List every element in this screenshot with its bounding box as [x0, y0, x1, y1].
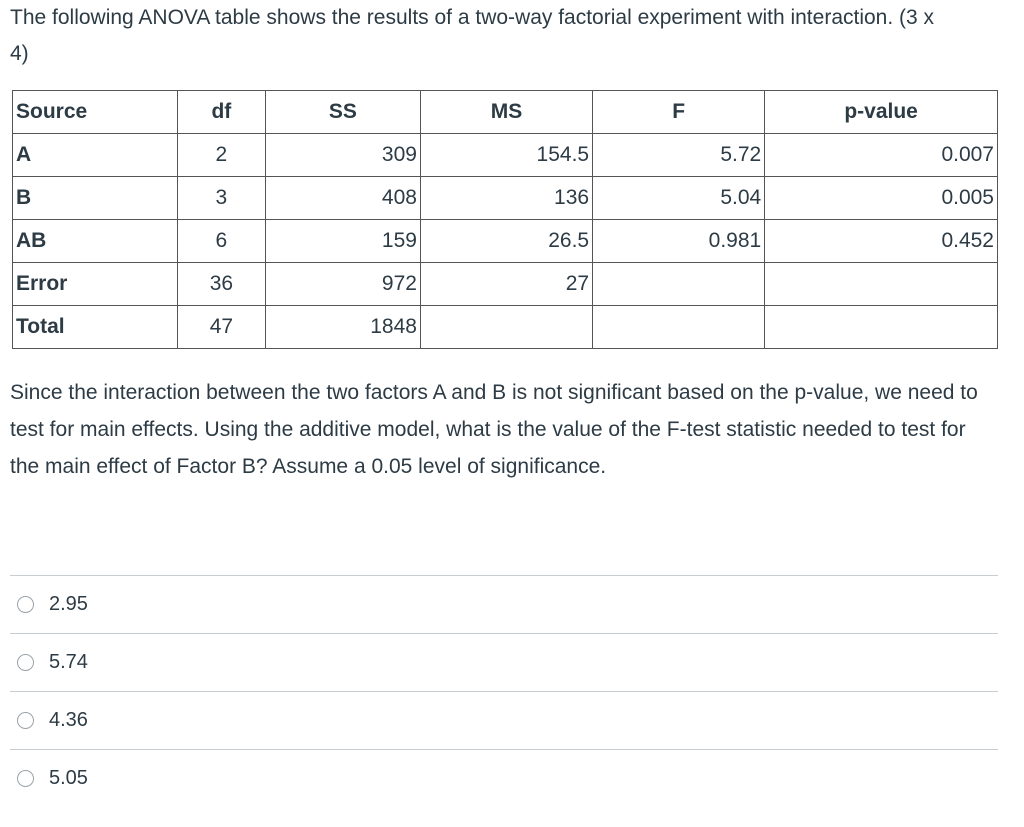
df-cell: 3 — [178, 177, 266, 220]
column-header-ms: MS — [420, 91, 592, 134]
source-cell: A — [13, 134, 178, 177]
f-cell: 5.04 — [593, 177, 765, 220]
ms-cell — [420, 306, 592, 349]
ss-cell: 309 — [265, 134, 420, 177]
answer-list — [10, 575, 998, 807]
f-cell — [593, 263, 765, 306]
answer-label: 2.95 — [49, 593, 88, 615]
anova-table — [12, 90, 998, 349]
p-value-cell: 0.005 — [765, 177, 998, 220]
table-row — [13, 306, 998, 349]
ss-cell: 159 — [265, 220, 420, 263]
answer-option[interactable] — [10, 749, 998, 807]
table-row — [13, 134, 998, 177]
column-header-source: Source — [13, 91, 178, 134]
source-cell: Total — [13, 306, 178, 349]
table-row — [13, 177, 998, 220]
answer-option[interactable] — [10, 575, 998, 633]
ss-cell: 972 — [265, 263, 420, 306]
answer-label: 4.36 — [49, 709, 88, 731]
radio-button[interactable] — [17, 712, 34, 729]
ss-cell: 1848 — [265, 306, 420, 349]
column-header-f: F — [593, 91, 765, 134]
table-header-row — [13, 91, 998, 134]
df-cell: 36 — [178, 263, 266, 306]
radio-button[interactable] — [17, 654, 34, 671]
df-cell: 2 — [178, 134, 266, 177]
ms-cell: 26.5 — [420, 220, 592, 263]
ss-cell: 408 — [265, 177, 420, 220]
f-cell: 5.72 — [593, 134, 765, 177]
df-cell: 6 — [178, 220, 266, 263]
radio-button[interactable] — [17, 770, 34, 787]
p-value-cell: 0.452 — [765, 220, 998, 263]
table-row — [13, 220, 998, 263]
source-cell: AB — [13, 220, 178, 263]
p-value-cell — [765, 263, 998, 306]
p-value-cell: 0.007 — [765, 134, 998, 177]
column-header-p-value: p-value — [765, 91, 998, 134]
answer-label: 5.05 — [49, 767, 88, 789]
f-cell — [593, 306, 765, 349]
column-header-df: df — [178, 91, 266, 134]
ms-cell: 27 — [420, 263, 592, 306]
answer-option[interactable] — [10, 691, 998, 749]
question-body: Since the interaction between the two factors A and B is not significant based on the p-value, we need to test for main effects. Using the additive model, what is the value of the F-test statistic needed to test for the main effect of Factor B? Assume a 0.05 level of significance. — [10, 381, 978, 478]
ms-cell: 136 — [420, 177, 592, 220]
question-block — [10, 0, 1010, 72]
answer-label: 5.74 — [49, 651, 88, 673]
source-cell: Error — [13, 263, 178, 306]
column-header-ss: SS — [265, 91, 420, 134]
f-cell: 0.981 — [593, 220, 765, 263]
answer-option[interactable] — [10, 633, 998, 691]
question-intro: The following ANOVA table shows the results of a two-way factorial experiment with interaction. (3 x 4) — [10, 6, 935, 65]
df-cell: 47 — [178, 306, 266, 349]
p-value-cell — [765, 306, 998, 349]
radio-button[interactable] — [17, 596, 34, 613]
source-cell: B — [13, 177, 178, 220]
ms-cell: 154.5 — [420, 134, 592, 177]
table-row — [13, 263, 998, 306]
